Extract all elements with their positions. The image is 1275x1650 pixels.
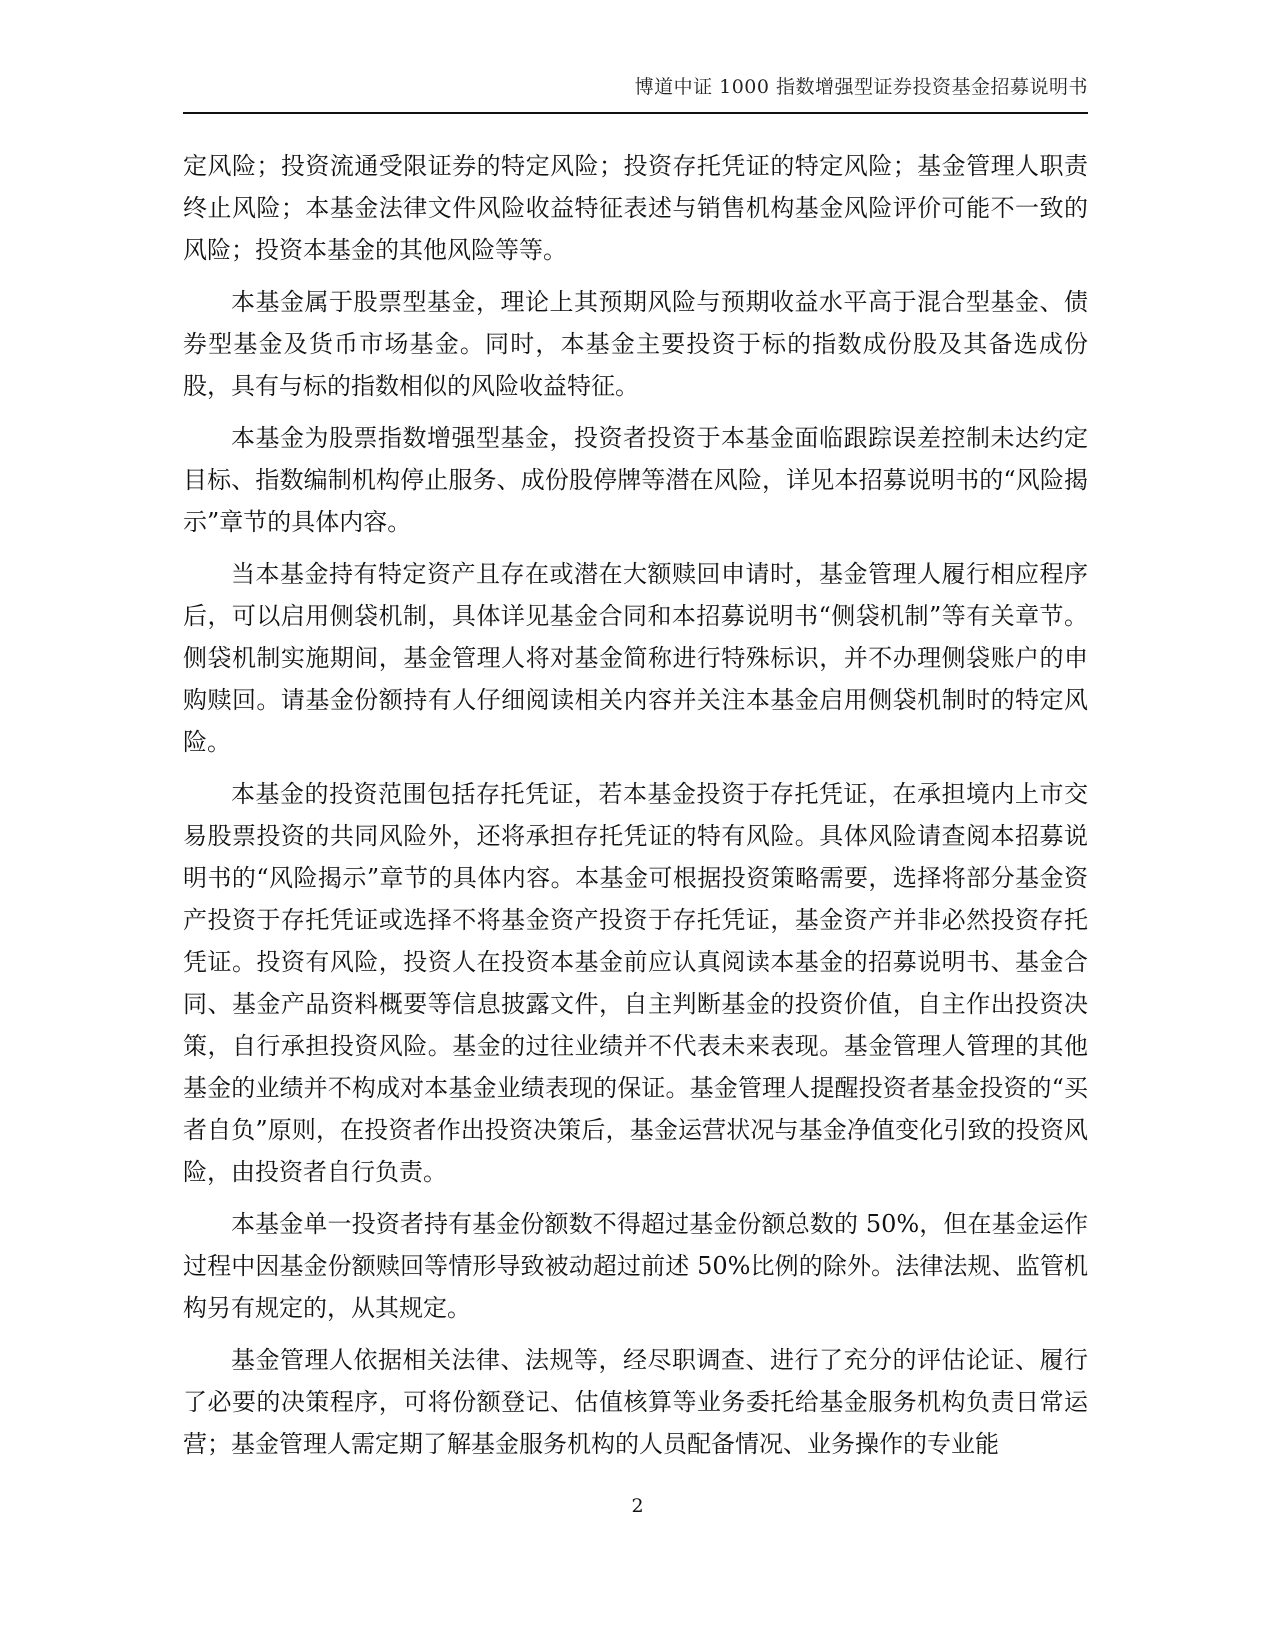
document-body [183,145,1088,1475]
paragraph: 定风险；投资流通受限证券的特定风险；投资存托凭证的特定风险；基金管理人职责终止风险；本基金法律文件风险收益特征表述与销售机构基金风险评价可能不一致的风险；投资本基金的其他风险等等。 [183,152,1088,264]
running-header: 博道中证 1000 指数增强型证券投资基金招募说明书 [634,76,1088,98]
paragraph: 基金管理人依据相关法律、法规等，经尽职调查、进行了充分的评估论证、履行了必要的决策程序，可将份额登记、估值核算等业务委托给基金服务机构负责日常运营；基金管理人需定期了解基金服务机构的人员配备情况、业务操作的专业能 [183,1346,1088,1458]
header-divider [183,112,1088,114]
paragraph: 当本基金持有特定资产且存在或潜在大额赎回申请时，基金管理人履行相应程序后，可以启用侧袋机制，具体详见基金合同和本招募说明书“侧袋机制”等有关章节。侧袋机制实施期间，基金管理人将对基金简称进行特殊标识，并不办理侧袋账户的申购赎回。请基金份额持有人仔细阅读相关内容并关注本基金启用侧袋机制时的特定风险。 [183,560,1088,756]
paragraph: 本基金单一投资者持有基金份额数不得超过基金份额总数的 50%，但在基金运作过程中因基金份额赎回等情形导致被动超过前述 50%比例的除外。法律法规、监管机构另有规定的，从其规定。 [183,1210,1088,1322]
paragraph: 本基金属于股票型基金，理论上其预期风险与预期收益水平高于混合型基金、债券型基金及货币市场基金。同时，本基金主要投资于标的指数成份股及其备选成份股，具有与标的指数相似的风险收益特征。 [183,288,1088,400]
paragraph: 本基金为股票指数增强型基金，投资者投资于本基金面临跟踪误差控制未达约定目标、指数编制机构停止服务、成份股停牌等潜在风险，详见本招募说明书的“风险揭示”章节的具体内容。 [183,424,1088,536]
page-number: 2 [631,1495,644,1517]
paragraph: 本基金的投资范围包括存托凭证，若本基金投资于存托凭证，在承担境内上市交易股票投资的共同风险外，还将承担存托凭证的特有风险。具体风险请查阅本招募说明书的“风险揭示”章节的具体内容。本基金可根据投资策略需要，选择将部分基金资产投资于存托凭证或选择不将基金资产投资于存托凭证，基金资产并非必然投资存托凭证。投资有风险，投资人在投资本基金前应认真阅读本基金的招募说明书、基金合同、基金产品资料概要等信息披露文件，自主判断基金的投资价值，自主作出投资决策，自行承担投资风险。基金的过往业绩并不代表未来表现。基金管理人管理的其他基金的业绩并不构成对本基金业绩表现的保证。基金管理人提醒投资者基金投资的“买者自负”原则，在投资者作出投资决策后，基金运营状况与基金净值变化引致的投资风险，由投资者自行负责。 [183,780,1088,1186]
